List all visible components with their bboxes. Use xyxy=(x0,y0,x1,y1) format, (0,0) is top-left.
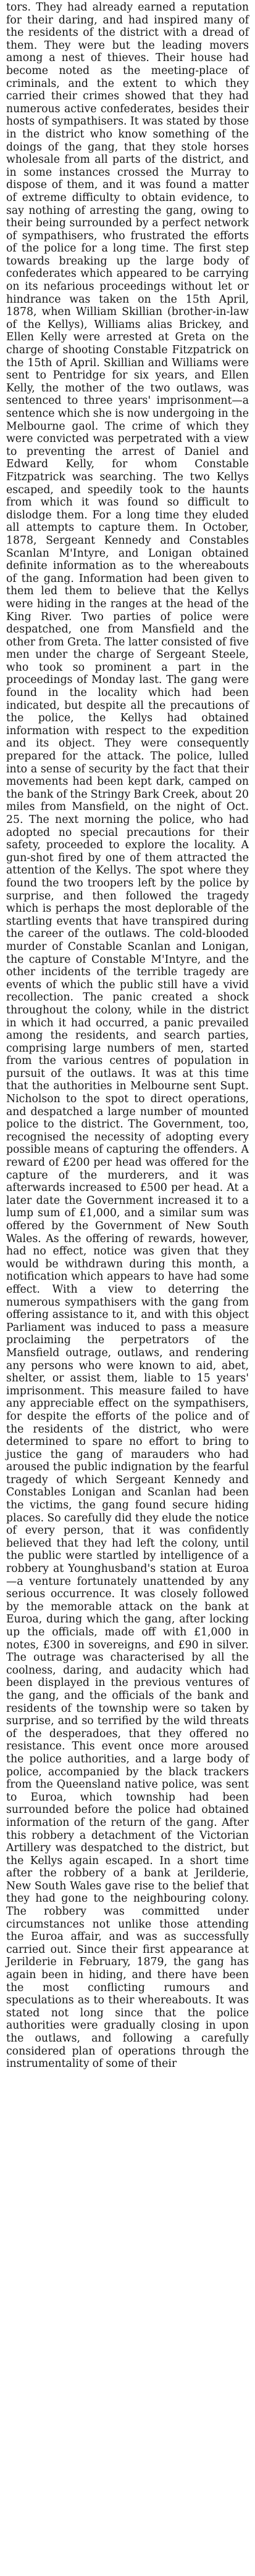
article-paragraph: tors. They had already earned a reputation for their daring, and had inspired many of the residents of the district with a dread of them. They were but the leading movers among a nest of thieves. Their house had become noted as the meeting-place of criminals, and the extent to which they carried their crimes showed that they had numerous active confederates, besides their hosts of sympathisers. It was stated by those in the district who know something of the doings of the gang, that they stole horses wholesale from all parts of the district, and in some instances crossed the Murray to dispose of them, and it was found a matter of extreme difficulty to obtain evidence, to say nothing of arresting the gang, owing to their being surrounded by a perfect network of sympathisers, who frustrated the efforts of the police for a long time. The first step towards breaking up the large body of confederates which appeared to be carrying on its nefarious proceedings without let or hindrance was taken on the 15th April, 1878, when William Skillian (brother-in-law of the Kellys), Williams alias Brickey, and Ellen Kelly were arrested at Greta on the charge of shooting Constable Fitzpatrick on the 15th of April. Skillian and Williams were sent to Pentridge for six years, and Ellen Kelly, the mother of the two outlaws, was sentenced to three years' imprisonment—a sentence which she is now undergoing in the Melbourne gaol. The crime of which they were convicted was perpetrated with a view to preventing the arrest of Daniel and Edward Kelly, for whom Constable Fitzpatrick was searching. The two Kellys escaped, and speedily took to the haunts from which it was found so difficult to dislodge them. For a long time they eluded all attempts to capture them. In October, 1878, Sergeant Kennedy and Constables Scanlan M'Intyre, and Lonigan obtained definite information as to the whereabouts of the gang. Information had been given to them led them to believe that the Kellys were hiding in the ranges at the head of the King River. Two parties of police were despatched, one from Mansfield and the other from Greta. The latter consisted of five men under the charge of Sergeant Steele, who took so prominent a part in the proceedings of Monday last. The gang were found in the locality which had been indicated, but despite all the precautions of the police, the Kellys had obtained information with respect to the expedition and its object. They were consequently prepared for the attack. The police, lulled into a sense of security by the fact that their movements had been kept dark, camped on the bank of the Stringy Bark Creek, about 20 miles from Mansfield, on the night of Oct. 25. The next morning the police, who had adopted no special precautions for their safety, proceeded to explore the locality. A gun-shot fired by one of them attracted the attention of the Kellys. The spot where they found the two troopers left by the police by surprise, and then followed the tragedy which is perhaps the most deplorable of the startling events that have transpired during the career of the outlaws. The cold-blooded murder of Constable Scanlan and Lonigan, the capture of Constable M'Intyre, and the other incidents of the terrible tragedy are events of which the public still have a vivid recollection. The panic created a shock throughout the colony, while in the district in which it had occurred, a panic prevailed among the residents, and search parties, comprising large numbers of men, started from the various centres of population in pursuit of the outlaws. It was at this time that the authorities in Melbourne sent Supt. Nicholson to the spot to direct operations, and despatched a large number of mounted police to the district. The Government, too, recognised the necessity of adopting every possible means of capturing the offenders. A reward of £200 per head was offered for the capture of the murderers, and it was afterwards increased to £500 per head. At a later date the Government increased it to a lump sum of £1,000, and a similar sum was offered by the Government of New South Wales. As the offering of rewards, however, had no effect, notice was given that they would be withdrawn during this month, a notification which appears to have had some effect. With a view to deterring the numerous sympathisers with the gang from offering assistance to it, and with this object Parliament was induced to pass a measure proclaiming the perpetrators of the Mansfield outrage, outlaws, and rendering any persons who were known to aid, abet, shelter, or assist them, liable to 15 years' imprisonment. This measure failed to have any appreciable effect on the sympathisers, for despite the efforts of the police and of the residents of the district, who were determined to spare no effort to bring to justice the gang of marauders who had aroused the public indignation by the fearful tragedy of which Sergeant Kennedy and Constables Lonigan and Scanlan had been the victims, the gang found secure hiding places. So carefully did they elude the notice of every person, that it was confidently believed that they had left the colony, until the public were startled by intelligence of a robbery at Younghusband's station at Euroa—a venture fortunately unattended by any serious occurrence. It was closely followed by the memorable attack on the bank at Euroa, during which the gang, after locking up the officials, made off with £1,000 in notes, £300 in sovereigns, and £90 in silver. The outrage was characterised by all the coolness, daring, and audacity which had been displayed in the previous ventures of the gang, and the officials of the bank and residents of the township were so taken by surprise, and so terrified by the wild threats of the desperadoes, that they offered no resistance. This event once more aroused the police authorities, and a large body of police, accompanied by the black trackers from the Queensland native police, was sent to Euroa, which township had been surrounded before the police had obtained information of the return of the gang. After this robbery a detachment of the Victorian Artillery was despatched to the district, but the Kellys again escaped. In a short time after the robbery of a bank at Jerilderie, New South Wales gave rise to the belief that they had gone to the neighbouring colony. The robbery was committed under circumstances not unlike those attending the Euroa affair, and was as successfully carried out. Since their first appearance at Jerilderie in February, 1879, the gang has again been in hiding, and there have been the most conflicting rumours and speculations as to their whereabouts. It was stated not long since that the police authorities were gradually closing in upon the outlaws, and following a carefully considered plan of operations through the instrumentality of some of their xyxy=(6,1,249,2071)
article-column xyxy=(6,1,249,2071)
